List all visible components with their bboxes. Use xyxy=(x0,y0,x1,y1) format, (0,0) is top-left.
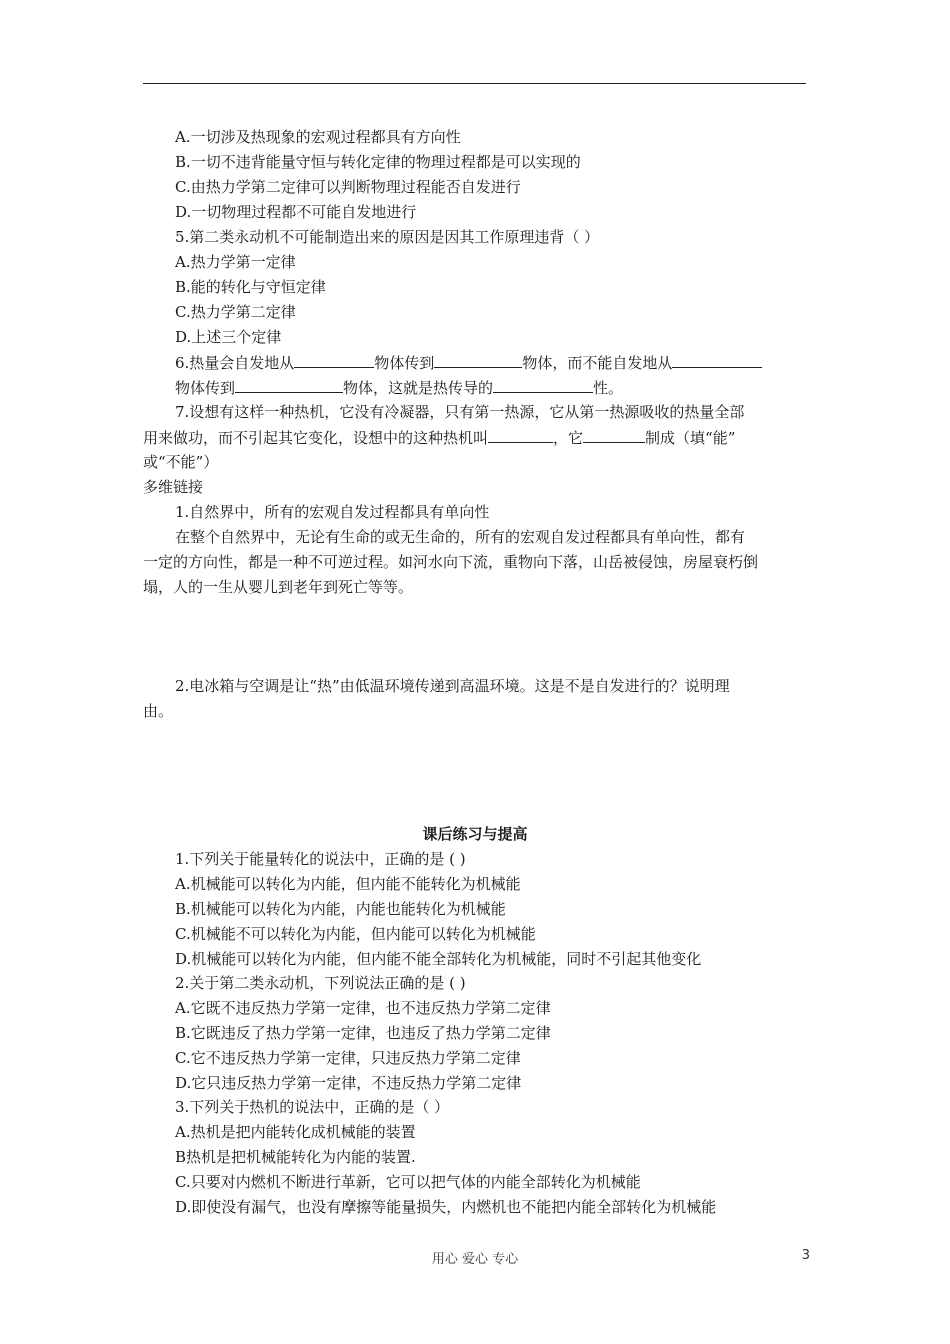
q4-option-b: B.一切不违背能量守恒与转化定律的物理过程都是可以实现的 xyxy=(175,153,581,171)
section-title-link: 多维链接 xyxy=(143,478,204,496)
p1-option-c: C.机械能不可以转化为内能，但内能可以转化为机械能 xyxy=(175,925,536,943)
q6-line-2 xyxy=(175,377,623,398)
link1-line-1: 在整个自然界中，无论有生命的或无生命的，所有的宏观自发过程都具有单向性，都有 xyxy=(175,528,746,546)
p1-option-a: A.机械能可以转化为内能，但内能不能转化为机械能 xyxy=(175,875,521,893)
p3-stem: 3.下列关于热机的说法中，正确的是（ ） xyxy=(175,1098,450,1116)
link1-line-3: 塌，人的一生从婴儿到老年到死亡等等。 xyxy=(143,578,414,596)
p2-option-d: D.它只违反热力学第一定律，不违反热力学第二定律 xyxy=(175,1074,522,1092)
q6-text-3: 物体，而不能自发地从 xyxy=(522,354,673,372)
p2-option-c: C.它不违反热力学第一定律，只违反热力学第二定律 xyxy=(175,1049,521,1067)
p3-option-b: B热机是把机械能转化为内能的装置. xyxy=(175,1148,416,1166)
p1-stem: 1.下列关于能量转化的说法中，正确的是 ( ) xyxy=(175,850,466,868)
link1-title: 1.自然界中，所有的宏观自发过程都具有单向性 xyxy=(175,503,490,521)
header-rule xyxy=(143,83,806,84)
p3-option-a: A.热机是把内能转化成机械能的装置 xyxy=(175,1123,416,1141)
p3-option-d: D.即使没有漏气，也没有摩擦等能量损失，内燃机也不能把内能全部转化为机械能 xyxy=(175,1198,717,1216)
q6-blank-5[interactable] xyxy=(493,377,593,393)
q7-text-a: 用来做功，而不引起其它变化，设想中的这种热机叫 xyxy=(143,429,489,447)
q5-option-a: A.热力学第一定律 xyxy=(175,253,296,271)
q6-text-5: 物体，这就是热传导的 xyxy=(343,379,494,397)
q6-blank-4[interactable] xyxy=(235,377,343,393)
exercise-heading: 课后练习与提高 xyxy=(422,825,528,843)
q7-text-b: ，它 xyxy=(553,429,584,447)
q4-option-c: C.由热力学第二定律可以判断物理过程能否自发进行 xyxy=(175,178,521,196)
q6-blank-2[interactable] xyxy=(434,352,522,368)
p1-option-b: B.机械能可以转化为内能，内能也能转化为机械能 xyxy=(175,900,506,918)
p2-stem: 2.关于第二类永动机，下列说法正确的是 ( ) xyxy=(175,974,466,992)
q6-text-2: 物体传到 xyxy=(374,354,435,372)
q7-text-c: 制成（填“能” xyxy=(645,429,736,447)
q6-text-6: 性。 xyxy=(593,379,624,397)
p2-option-b: B.它既违反了热力学第一定律，也违反了热力学第二定律 xyxy=(175,1024,551,1042)
q6-blank-1[interactable] xyxy=(294,352,374,368)
link2-line-1: 2.电冰箱与空调是让“热”由低温环境传递到高温环境。这是不是自发进行的？说明理 xyxy=(175,677,730,695)
q4-option-d: D.一切物理过程都不可能自发地进行 xyxy=(175,203,417,221)
q5-stem: 5.第二类永动机不可能制造出来的原因是因其工作原理违背（ ） xyxy=(175,228,600,246)
link2-line-2: 由。 xyxy=(143,702,174,720)
q6-text-4: 物体传到 xyxy=(175,379,236,397)
q5-option-b: B.能的转化与守恒定律 xyxy=(175,278,326,296)
q5-option-d: D.上述三个定律 xyxy=(175,328,282,346)
q6-text-1: 6.热量会自发地从 xyxy=(175,354,295,372)
p2-option-a: A.它既不违反热力学第一定律，也不违反热力学第二定律 xyxy=(175,999,551,1017)
q5-option-c: C.热力学第二定律 xyxy=(175,303,296,321)
p1-option-d: D.机械能可以转化为内能，但内能不能全部转化为机械能，同时不引起其他变化 xyxy=(175,950,702,968)
q6-blank-3[interactable] xyxy=(672,352,762,368)
q7-line-3: 或“不能”） xyxy=(143,453,219,471)
p3-option-c: C.只要对内燃机不断进行革新，它可以把气体的内能全部转化为机械能 xyxy=(175,1173,641,1191)
q7-blank-1[interactable] xyxy=(488,427,553,443)
q7-line-1: 7.设想有这样一种热机，它没有冷凝器，只有第一热源，它从第一热源吸收的热量全部 xyxy=(175,403,745,421)
page-number: 3 xyxy=(801,1248,810,1263)
page-footer: 用心 爱心 专心 xyxy=(431,1252,519,1267)
q7-line-2 xyxy=(143,427,735,448)
q6-line-1 xyxy=(175,352,762,373)
link1-line-2: 一定的方向性，都是一种不可逆过程。如河水向下流，重物向下落，山岳被侵蚀，房屋衰朽倒 xyxy=(143,553,759,571)
q4-option-a: A.一切涉及热现象的宏观过程都具有方向性 xyxy=(175,128,461,146)
q7-blank-2[interactable] xyxy=(583,427,645,443)
